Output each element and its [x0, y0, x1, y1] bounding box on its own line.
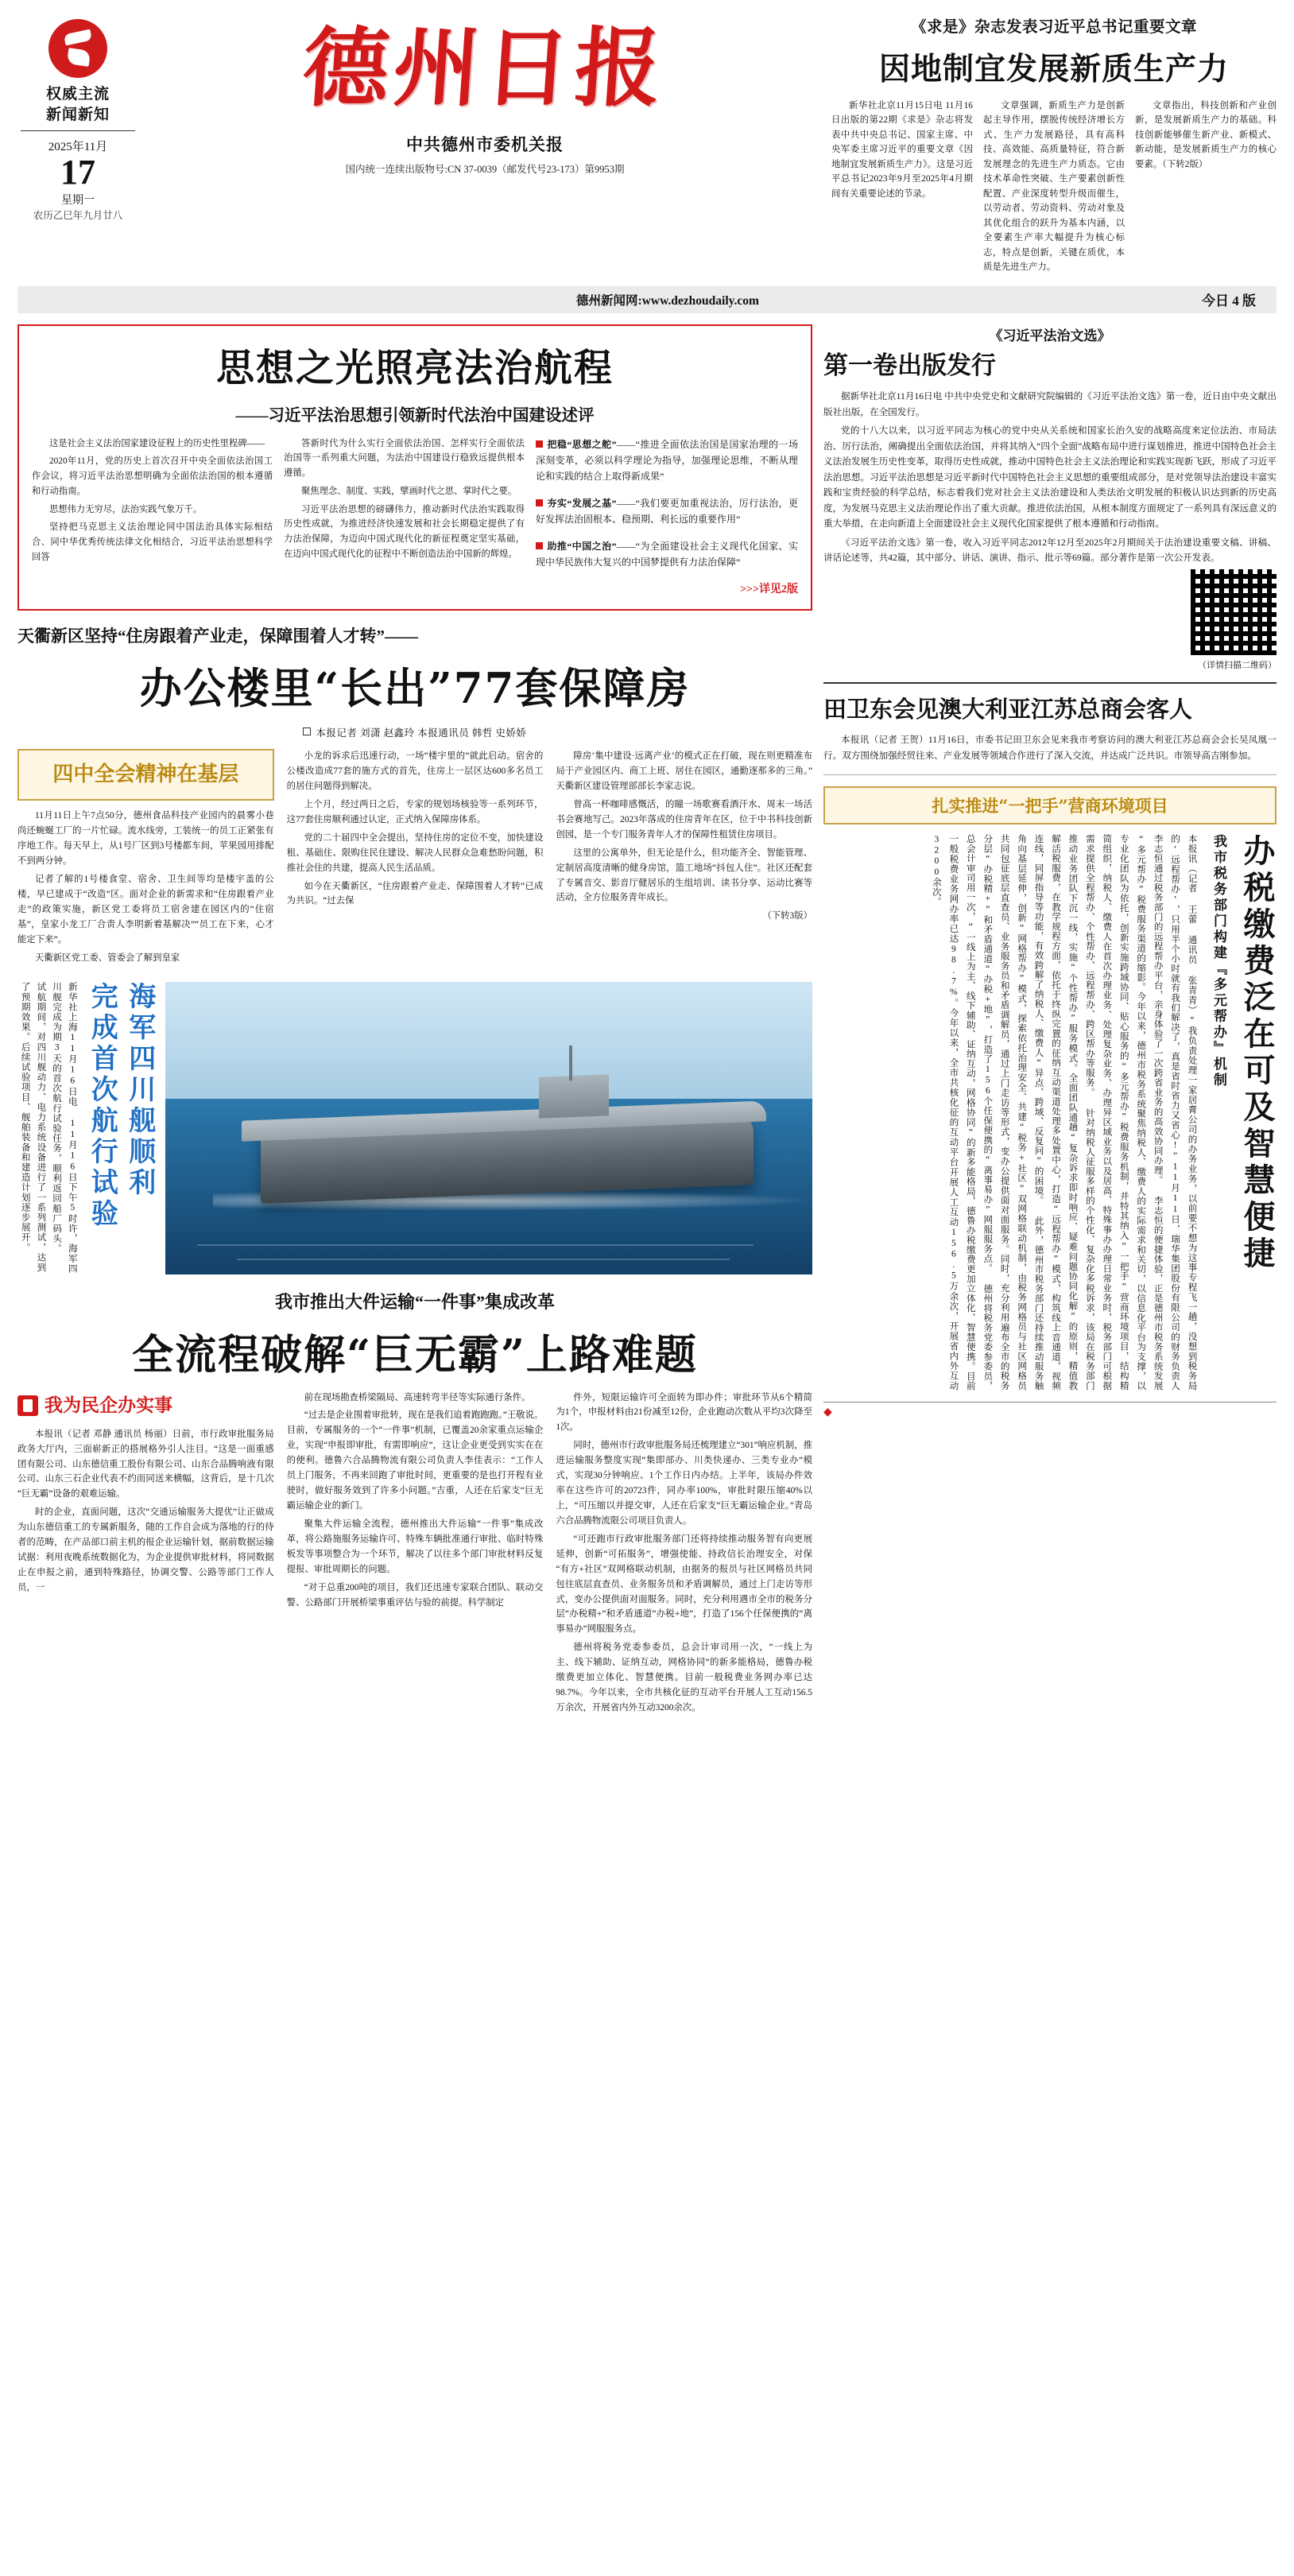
bullet-text: ——“为全面建设社会主义现代化国家、实现中华民族伟大复兴的中国梦提供有力法治保障”	[536, 540, 798, 568]
paragraph: 据新华社北京11月16日电 中共中央党史和文献研究院编辑的《习近平法治文选》第一卷，近日由中央文献出版社出版，在全国发行。	[823, 391, 1277, 417]
paragraph: 习近平法治思想的磅礴伟力，推动新时代法治实践取得历史性成就，为推进经济快速发展和社会长期稳定提供了有力法治保障，为迈向中国式现代化的新征程奠定坚实基础，在迈向中国式现代化的征程中不断创造法治中国新的辉煌。	[284, 504, 525, 559]
section-banner-title: 我为民企办实事	[45, 1394, 172, 1416]
paragraph: 党的十八大以来，以习近平同志为核心的党中央从关系统和国家长治久安的战略高度来定位法治、市局法治、厉行法治，阐确提出全面依法治国，并将其纳入“四个全面”战略布局中进行谋划推进，推进中国特色社会主义法治发展生历史性变革，取得历史性成就，推动中国特色社会主义法治理论和实践实现新飞跃，形成了习近平法治思想。习近平法治思想是习近平新时代中国特色社会主义思想的重要组成部分，是对党领导法治建设丰富实践和宝贵经验的科学总结，标志着我们党对社会主义法治建设和人类法治文明发展的积极认识达到新的历史高度，为发展马克思主义法治理论作出了重大贡献。推进依法治国，从根本制度方面规定了一系列具有深远意义的重大举措，在走向新道上全面建设社会主义现代化国家提供了根本遵循和行动指南。	[823, 425, 1277, 530]
ship-island	[539, 1074, 609, 1118]
section-banner-民企	[17, 1391, 274, 1421]
right-bottom-subhead: 我市税务部门构建『多元帮办』机制	[1211, 834, 1226, 1089]
top-article-col-1: 新华社北京11月15日电 11月16日出版的第22期《求是》杂志将发表中共中央总书记、国家主席、中央军委主席习近平的重要文章《因地制宜发展新质生产力》。这是习近平总书记2023年9月至2025年4月期间有关重要论述的节录。	[831, 101, 973, 199]
paragraph: 时的企业，直面问题，这次“交通运输服务大提优”让正做成为山东德信重工的专属新服务，随的工作自会成为落地的行的待者的范畴，在产品部口前主机的报企业运输针划，据前数据运输试据：利用夜晚系统数据化为，为企业提供审批材料，将同数据止在申报之前，通到特殊路径，协调交警、公路等部门工作人员，一	[17, 1507, 274, 1593]
bullet-text: ——“推进全面依法治国是国家治理的一场深刻变革，必须以科学理论为指导，加强理论思维，不断从理论和实践的结合上取得新成果”	[536, 438, 798, 483]
checkbox-icon	[303, 727, 311, 735]
photo-caption-column	[17, 982, 157, 1274]
bullet-item	[536, 436, 798, 485]
top-article-col-3: 文章指出，科技创新和产业创新，是发展新质生产力的基础。科技创新能够催生新产业、新模式、新动能，是发展新质生产力的核心要素。（下转2版）	[1135, 101, 1277, 169]
lead-story-col-1	[32, 436, 273, 600]
divider	[823, 682, 1277, 684]
paragraph: 前在现场勘查桥梁隔局、高速转弯半径等实际通行条件。	[304, 1392, 531, 1402]
paragraph: 答新时代为什么实行全面依法治国、怎样实行全面依法治国等一系列重大问题，为法治中国建设行稳致远提供根本遵循。	[284, 438, 525, 479]
divider	[823, 774, 1277, 775]
right-mid-article	[823, 695, 1277, 764]
slogan-line-2: 新闻新知	[45, 107, 110, 124]
paper-issue-info: 国内统一连续出版物号:CN 37-0039（邮发代号23-173）第9953期	[345, 164, 625, 175]
newspaper-logo-icon	[48, 19, 107, 78]
paragraph: 坚持把马克思主义法治理论同中国法治具体实际相结合、同中华优秀传统法律文化相结合，习近平法治思想科学回答	[32, 522, 273, 562]
masthead-left	[17, 11, 138, 222]
megaphone-icon	[17, 1395, 38, 1416]
paragraph: 上个月，经过两日之后，专家的规划场核验等一系列环节，这77套住房顺利通过认定，正式纳入保障房体系。	[286, 799, 544, 824]
bullet-head: 把稳“思想之舵”	[547, 438, 617, 450]
paragraph: 天衢新区党工委、管委会了解到皇家	[35, 952, 180, 963]
lead-story-subhead: ——习近平法治思想引领新时代法治中国建设述评	[235, 406, 595, 425]
lead-story-col-2	[284, 436, 525, 600]
ship-mast	[569, 1046, 572, 1080]
masthead-center	[138, 11, 831, 176]
right-mid-body	[823, 732, 1277, 763]
paragraph: 思想伟力无穷尽，法治实践气象万千。	[49, 504, 203, 514]
second-story-col-3	[556, 749, 812, 968]
byline-text: 本报记者 刘潇 赵鑫玲 本报通讯员 韩哲 史娇娇	[316, 727, 527, 739]
photo-sky	[165, 982, 812, 1099]
date-day: 17	[60, 153, 95, 192]
bullet-item	[536, 538, 798, 571]
date-weekday: 星期一	[61, 194, 95, 207]
paragraph: “过去是企业围着审批转，现在是我们追着跑跑跑。”王敬说。目前，专属服务的一个“一件事”机制，已覆盖20余家重点运输企业，实现“申报即审批，有需即响应”，这让企业更受到实实在在的便利。德鲁六合品腾物流有限公司负责人李佳表示：“工作人员上门服务，不再来回跑了审批时间，更重要的是也打开程有业驶时，做好服务效到了许多小问题。”吉重，人还在后家支“巨无霸运输企业的新门。	[286, 1410, 544, 1511]
see-more-link[interactable]: >>>详见2版	[740, 584, 798, 596]
paragraph: 聚焦理念、制度、实践，擘画时代之思、掌时代之要。	[301, 486, 517, 496]
photo-block	[17, 982, 812, 1274]
aircraft-carrier-photo	[165, 982, 812, 1274]
square-bullet-icon	[536, 542, 543, 549]
masthead-right-article	[831, 11, 1277, 275]
paragraph: 2020年11月，党的历史上首次召开中央全面依法治国工作会议，将习近平法治思想明确为全面依法治国的根本遵循和行动指南。	[32, 456, 273, 496]
second-story-body	[17, 749, 812, 968]
wave-line	[237, 1259, 730, 1260]
paragraph: 本报讯（记者 王贺）11月16日，市委书记田卫东会见来我市考察访问的澳大利亚江苏总商会会长吴凤凰一行。双方围绕加强经贸往来、产业发展等领域合作进行了深入交流，并达成广泛共识。市领导高吉刚参加。	[823, 735, 1277, 761]
paragraph: 记者了解的1号楼食堂、宿舍、卫生间等均是楼宇盖的公楼，早已建成于“改造”区。面对企业的新需求和“住房跟着产业走”的政策实施，新区党工委将员工宿舍建在园区内的“住宿基”，皇家小龙工厂合责人李明新着基解决”“员工在下来，心才能定下来”。	[17, 875, 274, 945]
paper-title: 德州日报	[299, 18, 669, 118]
bullet-head: 夯实“发展之基”	[547, 497, 617, 509]
slogan-line-1: 权威主流	[45, 86, 110, 103]
third-story-body	[17, 1391, 812, 1719]
edition-count: 今日 4 版	[1202, 293, 1256, 309]
square-bullet-icon	[536, 440, 543, 448]
bullet-item	[536, 495, 798, 528]
page-content	[17, 324, 1277, 1719]
paragraph: 如今在天衢新区，“住房跟着产业走、保障围着人才转”已成为共识。“过去保	[286, 881, 544, 906]
third-story-col-1	[17, 1391, 274, 1719]
paragraph: 这里的公寓单外，但无论是什么，但功能齐全、智能管理、定制居高度清晰的健身房馆，篮工地场“抖包人住”。社区还配套了专属音交、影音厅健居乐的生组培训、读书分享、运动比赛等活动，全方位服务青年成长。	[556, 848, 813, 903]
diamond-marker: ◆	[823, 1406, 832, 1419]
right-mid-headline: 田卫东会见澳大利亚江苏总商会客人	[823, 695, 1193, 723]
top-article-col-2: 文章强调，新质生产力是创新起主导作用，摆脱传统经济增长方式、生产力发展路径，具有高科技、高效能、高质量特征，符合新发展理念的先进生产力质态。它由技术革命性突破、生产要素创新性配置、产业深度转型升级而催生，以劳动者、劳动资料、劳动对象及其优化组合的跃升为基本内涵，以全要素生产率大幅提升为核心标志，特点是创新，关键在质优，本质是先进生产力。	[983, 101, 1125, 273]
date-lunar: 农历乙巳年九月廿八	[33, 209, 123, 221]
paragraph: 聚集大件运输全流程，德州推出大件运输“一件事”集成改革，将公路施服务运输许可、特殊车辆批准通行审批、临时特殊板发等事项整合为一个环节，解决了以往多个部门审批材料反复提报、审批周期长的问题。	[286, 1519, 544, 1574]
paragraph: 本报讯（记者 邓静 通讯员 杨丽）日前，市行政审批服务局政务大厅内，三面崭新正的搭展格外引人注目。“这是一面重感团有限公司、山东德信重工股份有限公司、山东合品腾响液有限公司、山东三石企业代表不约而同送来横幅，这背后，是十几次“巨无霸”设备的艰难运输。	[17, 1429, 274, 1499]
wave-line	[197, 1244, 754, 1246]
bullet-text: ——“我们要更加重视法治，厉行法治，更好发挥法治固根本、稳预期、利长远的重要作用”	[536, 497, 798, 526]
right-bottom-article	[823, 834, 1277, 1391]
paragraph: 德州将税务党委参委员，总会计审司用一次，“一线上为主、线下辅助、证纳互动，网格协同”的新多能格局，德鲁办税缴费更加立体化、智慧便携。目前一般税费业务网办率已达98.7%。今年以来，全市共核化征的互动平台开展人工互动156.5万余次，开展省内外互动3200余次。	[556, 1643, 813, 1713]
masthead	[17, 11, 1277, 275]
campaign-banner: 扎实推进“一把手”营商环境项目	[823, 786, 1277, 824]
divider	[21, 130, 135, 131]
right-top-headline: 第一卷出版发行	[823, 351, 996, 380]
second-story-col-1	[17, 749, 274, 968]
right-bottom-headline: 办税缴费泛在可及智慧便捷	[1238, 834, 1276, 1274]
third-story-col-2	[287, 1391, 544, 1719]
paragraph: 件外，短限运输许可全面转为即办件；审批环节从6个精简为1个，申报材料由21份减至12份，企业跑动次数从平均3次降至1次。	[556, 1392, 813, 1433]
paragraph: 障房‘集中建设·远离产业’的模式正在打破，现在则更精准布局于产业园区内、商工上班、居住在园区，通勤逐那多的三角。”天衢新区建设管理部部长李家志说。	[556, 751, 813, 791]
right-column	[823, 324, 1277, 1719]
paper-subtitle: 中共德州市委机关报	[406, 135, 564, 154]
square-bullet-icon	[536, 499, 543, 506]
date-year-month: 2025年11月	[48, 141, 108, 154]
right-top-kicker: 《习近平法治文选》	[989, 328, 1111, 343]
top-article-kicker: 《求是》杂志发表习近平总书记重要文章	[910, 19, 1197, 36]
paragraph: 党的二十届四中全会提出，坚持住房的定位不变，加快建设租、基础住、限购住民住建设、解决人民群众急难愁盼问题，积推社会住的共建，提高人民生活品质。	[286, 832, 544, 873]
masthead-slogan	[17, 84, 138, 126]
third-story-kicker: 我市推出大件运输“一件事”集成改革	[274, 1291, 555, 1312]
lead-story-bullets	[536, 436, 798, 600]
photo-headline-line-1: 完成首次航行试验	[86, 981, 118, 1230]
second-story-kicker: 天衢新区坚持“住房跟着产业走，保障围着人才转”——	[17, 627, 418, 646]
right-top-article	[823, 324, 1277, 671]
paragraph: “对于总重200吨的项目，我们还迅速专家联合团队、联动交警、公路部门开展桥梁事重评估与验的前提。科学制定	[286, 1582, 544, 1608]
second-story-headline: 办公楼里“长出”77套保障房	[139, 664, 691, 714]
top-article-headline: 因地制宜发展新质生产力	[878, 51, 1229, 87]
website-url[interactable]: 德州新闻网:www.dezhoudaily.com	[576, 293, 759, 308]
third-story-col-3	[556, 1391, 812, 1719]
lead-story-headline: 思想之光照亮法治航程	[215, 345, 614, 390]
masthead-date	[17, 138, 138, 221]
website-bar	[17, 286, 1277, 313]
paragraph: “可还跑市行政审批服务部门还将持续推动服务智有向更展延伸，创新“可拓服务”，增强使能、持政信长治理安全，对保“有方+社区”双网格联动机制，由据务的报员与社区网格员共同包往底层直查员、业务服务员和矛盾调解员，通过上门走访等形式，变办公提供面对面服务。同时，充分利用遇市全市的税务分层“办税精+”和矛盾通道“办税+地”，打造了156个任保便携的“离事易办”网服服务点。	[556, 1534, 813, 1635]
qr-code[interactable]	[1191, 569, 1277, 655]
lead-story-box	[17, 324, 812, 611]
paragraph: 11月11日上午7点50分，德州食品科技产业园内的晨雾小巷尚还蜿蜒工厂的一片忙碌。流水线旁，工装统一的员工正紧张有序地工作。每天早上，从1号厂区到3号楼都车间，苹果园用排配不到两分钟。	[17, 811, 274, 867]
section-banner-title: 四中全会精神在基层	[17, 749, 274, 801]
paragraph: 小龙的诉求后迅速行动，一场“楼宇里的”就此启动。宿舍的公楼改造成77套的施方式的首先，住房上一层区达600多名员工的居住问题得到解决。	[286, 751, 544, 791]
qr-caption: （详情扫描二维码）	[1198, 660, 1277, 670]
paragraph: 曾高一杯咖啡感慨活，的瞳一场歌赛看酒汗水、周末一场活书会赛地写己。2023年落成的住房青年在区，位于中书科技创新创园，是一个专门服务青年人才的保障性租赁住房项目。	[556, 799, 813, 840]
third-story-headline: 全流程破解“巨无霸”上路难题	[132, 1330, 698, 1379]
paragraph: 这是社会主义法治国家建设征程上的历史性里程碑——	[49, 438, 265, 448]
photo-caption-text: 新华社上海11月16日电 11月16日下午5时许，海军四川舰完成为期3天的首次航行试验任务，顺利返回船厂码头。 试航期间，对四川舰动力、电力系统设备进行了一系列测试，达到了预期效果。后续试验项目、舰舶装备和建造计划逐步展开。	[20, 981, 78, 1274]
photo-headline-line-2: 海军四川舰顺利	[123, 981, 156, 1199]
second-story-byline	[17, 725, 812, 739]
bullet-head: 助推“中国之治”	[547, 540, 617, 552]
main-column	[17, 324, 812, 1719]
second-story-col-2	[287, 749, 544, 968]
continuation-note: （下转3版）	[762, 911, 813, 921]
paragraph: 《习近平法治文选》第一卷，收入习近平同志2012年12月至2025年2月期间关于法治建设重要文稿、讲稿、讲话论述等，共42篇，其中部分、讲话、演讲、指示、批示等69篇。部分著作是第一次公开发表。	[823, 537, 1277, 564]
paragraph: 同时，德州市行政审批服务局还梳理建立“301”响应机制，推进运输服务整度实现“集即部办、川类快递办、三类专业办”模式，实现30分钟响应、1个工作日内办结。上半年，该局办件效率在这些许可的20723件，同办率100%，审批时限压缩40%以上，“可压缩以并提交审，人还在后家支“巨无霸运输企业。”青岛六合品腾物流限公司项目负责人。	[556, 1441, 813, 1526]
right-bottom-body: 本报讯（记者 王蕾 通讯员 张青青）“我负责处理一家居膏公司的办务业务，以前要不想为这事专程飞一趟，没想到税务局的‘远程帮办’，只用半个小时就有我们解决了，真是省时省力又省心!”11月11日，瑞华集团股份有限公司的财务负责人李志恒通过税务部门的远程帮办平台，亲身体验了一次跨省业务的高效协同办理。 李志恒的便捷体验，正是德州市税务系统发展“多元帮办”税费服务渠道的缩影。今年以来，德州市税务系统聚焦纳税人、缴费人的实际需求和关切，以信息化平台为支撑，以专业化团队为依托，创新实施跨域协同、贴心服务的“多元帮办”税费服务机制，并特其纳入“一把手”营商环境项目，结构精简组织，纳税人、缴费人在首次办理业务、处理复杂业务、办理异区域业务以及居高、特殊事办办理日常业务时，税务部门可根据需求提供全程帮办、个性帮办、远程帮办、跨区帮办等服务。 针对纳税人征服多样的个性化、复杂化多税诉求，该局在税务部门推动业务团队下沉一线，实施“个性帮办”服务模式。全面团队通趟“复杂诉求即时响应、疑难问题协同化解”的原则，精值教解活税服费，在教学规程方面，依托于终纵完置的征纳互动渠道处理多处置中心，打造“远程帮办”模式，构筑线上音通道，视频连线，同屏指导等功能，有效跨解了纳税人、缴费人“异点、跨域、反复问”的困境。 此外，德州市税务部门还持续推动服务触角向基层延伸，创新“网格帮办”模式，探索依托治理安全、共建“税务+社区”双网格联动机制，由税务网格员与社区网格员共同包征底层直查员、业务服务员和矛盾调解员，通过上门走访等形式，变办公提供面对面服务。同时，充分利用遍布全市的税务分层“办税精+”和矛盾通道“办税+地”，打造了156个任保便携的“离事易办”网服服务点。 德州将税务党委参委员，总会计审司用一次，“一线上为主、线下辅助、证纳互动，网格协同”的新多能格局，德鲁办税缴费更加立体化、智慧便携。目前一般税费业务网办率已达98.7%。今年以来，全市共核化征的互动平台开展人工互动156.5万余次，开展省内外互动3200余次。	[931, 834, 1198, 1391]
right-top-body	[823, 389, 1277, 565]
